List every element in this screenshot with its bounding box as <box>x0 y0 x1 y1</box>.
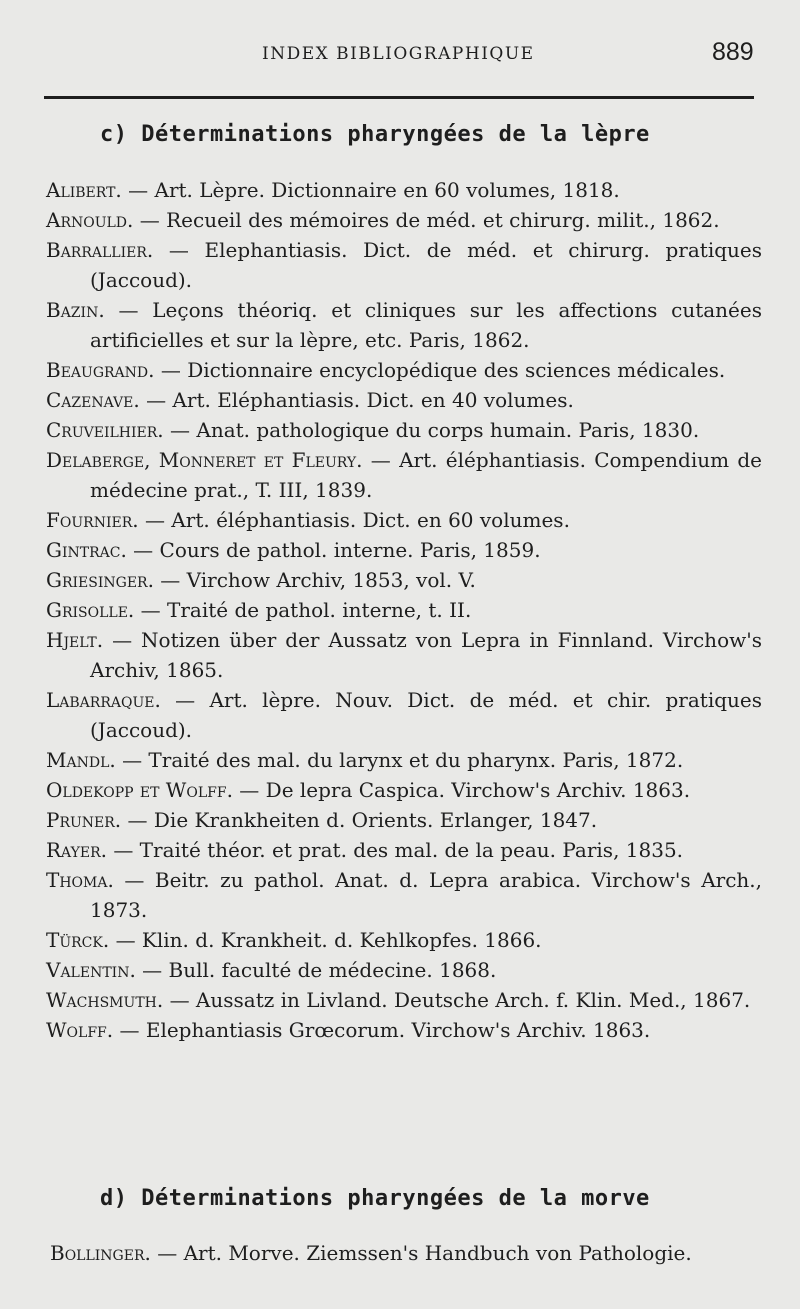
entry-author: Valentin. <box>46 958 136 982</box>
entry-text: — Art. Lèpre. Dictionnaire en 60 volumes, 1818. <box>121 178 620 202</box>
entry-text: — Art. lèpre. Nouv. Dict. de méd. et chir. pratiques (Jaccoud). <box>90 688 762 742</box>
header-rule <box>44 96 754 99</box>
entry-text: — Traité théor. et prat. des mal. de la peau. Paris, 1835. <box>106 838 684 862</box>
entry-author: Thoma. <box>46 868 114 892</box>
bib-entry <box>46 535 762 565</box>
bib-entry <box>46 955 762 985</box>
bib-entry <box>46 985 762 1015</box>
entry-author: Arnould. <box>46 208 134 232</box>
section-heading-lepre: c) Déterminations pharyngées de la lèpre <box>100 122 650 147</box>
entry-text: — Elephantiasis Grœcorum. Virchow's Archiv. 1863. <box>113 1018 651 1042</box>
bib-entry <box>46 355 762 385</box>
bib-entry <box>46 205 762 235</box>
entry-author: Barrallier. <box>46 238 154 262</box>
bib-entry <box>46 745 762 775</box>
entry-text: — Art. éléphantiasis. Compendium de médecine prat., T. III, 1839. <box>90 448 762 502</box>
page-number: 889 <box>712 38 754 66</box>
entry-text: — Klin. d. Krankheit. d. Kehlkopfes. 1866. <box>109 928 542 952</box>
bib-entry <box>46 1015 762 1045</box>
running-title: INDEX BIBLIOGRAPHIQUE <box>262 44 535 64</box>
entry-text: — De lepra Caspica. Virchow's Archiv. 1863. <box>232 778 691 802</box>
entry-author: Wachsmuth. <box>46 988 164 1012</box>
entry-author: Griesinger. <box>46 568 154 592</box>
entry-text: — Art. éléphantiasis. Dict. en 60 volumes. <box>138 508 570 532</box>
entry-text: — Recueil des mémoires de méd. et chirurg. milit., 1862. <box>133 208 720 232</box>
entry-author: Cruveilhier. <box>46 418 164 442</box>
entry-author: Mandl. <box>46 748 116 772</box>
bib-entry <box>46 385 762 415</box>
entry-author: Gintrac. <box>46 538 127 562</box>
bib-entry <box>46 175 762 205</box>
entry-text: — Traité de pathol. interne, t. II. <box>134 598 472 622</box>
entry-text: — Art. Eléphantiasis. Dict. en 40 volumes. <box>139 388 574 412</box>
bib-entry <box>46 235 762 295</box>
bib-entry <box>46 415 762 445</box>
entry-author: Türck. <box>46 928 110 952</box>
entry-author: Rayer. <box>46 838 107 862</box>
bib-entry <box>46 445 762 505</box>
entry-author: Pruner. <box>46 808 122 832</box>
bib-entry <box>50 1238 766 1268</box>
entry-text: — Traité des mal. du larynx et du pharynx. Paris, 1872. <box>115 748 684 772</box>
entry-author: Grisolle. <box>46 598 135 622</box>
entry-author: Fournier. <box>46 508 139 532</box>
entry-text: — Virchow Archiv, 1853, vol. V. <box>153 568 476 592</box>
entry-text: — Dictionnaire encyclopédique des sciences médicales. <box>154 358 726 382</box>
entry-text: — Die Krankheiten d. Orients. Erlanger, 1847. <box>121 808 598 832</box>
entry-author: Oldekopp et Wolff. <box>46 778 233 802</box>
entry-author: Wolff. <box>46 1018 114 1042</box>
entry-text: — Leçons théoriq. et cliniques sur les affections cutanées artificielles et sur la lèpre, etc. Paris, 1862. <box>90 298 762 352</box>
bib-entry <box>46 775 762 805</box>
entry-text: — Art. Morve. Ziemssen's Handbuch von Pathologie. <box>150 1241 692 1265</box>
entry-text: — Notizen über der Aussatz von Lepra in Finnland. Virchow's Archiv, 1865. <box>90 628 762 682</box>
bibliography-list-lepre <box>46 175 762 1045</box>
entry-author: Bazin. <box>46 298 105 322</box>
entry-author: Hjelt. <box>46 628 104 652</box>
entry-text: — Elephantiasis. Dict. de méd. et chirurg. pratiques (Jaccoud). <box>90 238 762 292</box>
bib-entry <box>46 685 762 745</box>
entry-author: Labarraque. <box>46 688 161 712</box>
entry-author: Alibert. <box>46 178 122 202</box>
bib-entry <box>46 835 762 865</box>
entry-text: — Anat. pathologique du corps humain. Paris, 1830. <box>163 418 700 442</box>
bib-entry <box>46 565 762 595</box>
bib-entry <box>46 295 762 355</box>
entry-author: Cazenave. <box>46 388 140 412</box>
bib-entry <box>46 595 762 625</box>
entry-author: Delaberge, Monneret et Fleury. <box>46 448 363 472</box>
bib-entry <box>46 505 762 535</box>
entry-text: — Aussatz in Livland. Deutsche Arch. f. Klin. Med., 1867. <box>163 988 751 1012</box>
bib-entry <box>46 805 762 835</box>
entry-text: — Cours de pathol. interne. Paris, 1859. <box>126 538 541 562</box>
entry-text: — Bull. faculté de médecine. 1868. <box>135 958 497 982</box>
entry-author: Bollinger. <box>50 1241 151 1265</box>
entry-text: — Beitr. zu pathol. Anat. d. Lepra arabica. Virchow's Arch., 1873. <box>90 868 762 922</box>
bib-entry <box>46 865 762 925</box>
bib-entry <box>46 625 762 685</box>
entry-author: Beaugrand. <box>46 358 155 382</box>
bib-entry <box>46 925 762 955</box>
section-heading-morve: d) Déterminations pharyngées de la morve <box>100 1186 650 1211</box>
